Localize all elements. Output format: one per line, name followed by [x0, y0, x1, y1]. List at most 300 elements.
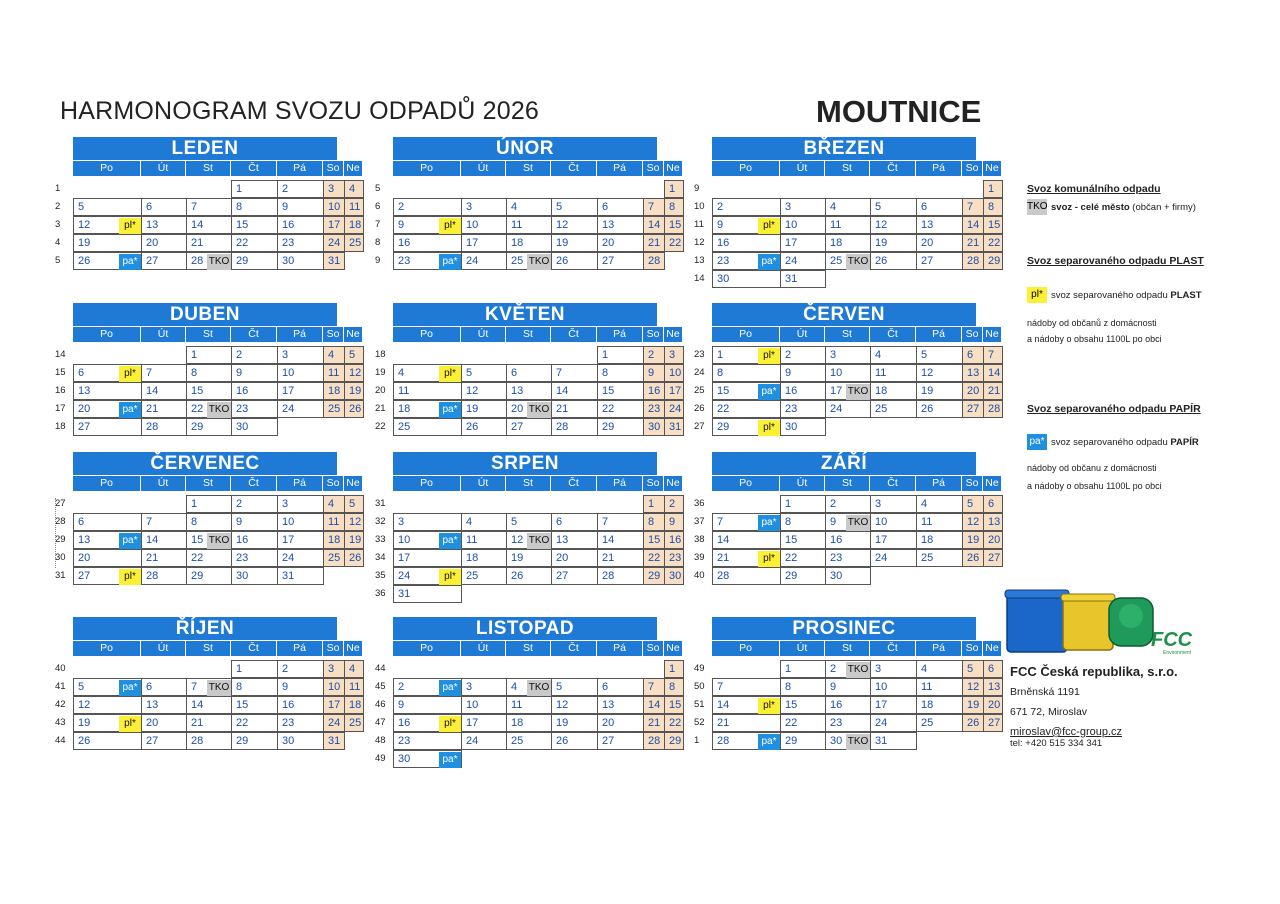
day-cell	[712, 270, 781, 288]
day-number: 19	[349, 385, 362, 397]
day-cell	[664, 180, 684, 198]
day-number: 25	[511, 255, 524, 267]
collection-tag-pa: pa*	[439, 680, 461, 696]
day-number: 8	[236, 201, 243, 213]
day-cell	[643, 495, 665, 513]
collection-tag-pa: pa*	[119, 533, 141, 549]
company-phone: tel: +420 515 334 341	[1010, 738, 1103, 749]
day-number: 23	[717, 255, 730, 267]
day-number: 7	[648, 681, 655, 693]
day-cell	[825, 549, 871, 567]
day-number: 30	[648, 421, 661, 433]
day-number: 17	[398, 552, 411, 564]
collection-tag-pa: pa*	[439, 402, 461, 418]
day-number: 8	[191, 367, 198, 379]
collection-tag-pl: pl*	[439, 218, 461, 234]
day-cell	[344, 660, 364, 678]
week-number: 49	[375, 753, 386, 764]
day-header: Út	[141, 641, 186, 656]
day-cell	[323, 216, 345, 234]
legend-pl-line2: a nádoby o obsahu 1100L po obci	[1027, 334, 1162, 344]
day-cell	[551, 678, 598, 696]
month-name: KVĚTEN	[393, 303, 657, 326]
day-number: 11	[830, 219, 842, 231]
day-number: 16	[717, 237, 730, 249]
day-header: Po	[73, 327, 141, 342]
legend-pl-line1: nádoby od občanů z domácnosti	[1027, 318, 1157, 328]
day-cell	[983, 180, 1003, 198]
day-number: 4	[921, 498, 928, 510]
day-number: 14	[602, 534, 615, 546]
day-cell	[344, 549, 364, 567]
day-number: 27	[78, 421, 91, 433]
day-header: Ne	[983, 641, 1002, 656]
day-cell	[506, 732, 552, 750]
day-cell	[461, 714, 507, 732]
day-number: 15	[602, 385, 615, 397]
day-cell	[186, 714, 232, 732]
day-number: 30	[830, 570, 843, 582]
day-cell	[825, 696, 871, 714]
day-cell	[870, 660, 917, 678]
day-number: 19	[921, 385, 934, 397]
day-number: 17	[328, 699, 341, 711]
day-number: 24	[282, 403, 295, 415]
week-number: 45	[375, 681, 386, 692]
day-cell	[643, 382, 665, 400]
day-cell	[393, 513, 462, 531]
legend-pa-swatch: pa*	[1027, 434, 1047, 450]
day-cell	[277, 549, 324, 567]
day-number: 18	[511, 237, 524, 249]
collection-tag-tko: TKO	[846, 734, 870, 750]
day-cell	[344, 198, 364, 216]
day-number: 13	[988, 681, 1001, 693]
day-number: 9	[785, 367, 792, 379]
day-number: 10	[830, 367, 843, 379]
day-cell	[870, 549, 917, 567]
day-cell	[277, 234, 324, 252]
day-cell	[461, 531, 507, 549]
day-cell	[643, 364, 665, 382]
day-header: So	[643, 476, 664, 491]
day-cell	[962, 364, 984, 382]
day-cell	[277, 660, 324, 678]
day-number: 26	[875, 255, 888, 267]
day-number: 11	[921, 516, 933, 528]
week-number: 28	[55, 516, 66, 527]
day-number: 9	[236, 516, 243, 528]
day-cell	[962, 660, 984, 678]
day-header: Pá	[916, 476, 962, 491]
day-cell	[597, 513, 644, 531]
day-header: Po	[73, 476, 141, 491]
day-cell	[870, 252, 917, 270]
day-cell	[393, 732, 462, 750]
day-cell	[962, 678, 984, 696]
day-number: 20	[921, 237, 934, 249]
day-cell	[962, 400, 984, 418]
day-number: 26	[921, 403, 934, 415]
collection-tag-tko: TKO	[846, 662, 870, 678]
week-number: 46	[375, 699, 386, 710]
day-number: 25	[830, 255, 843, 267]
legend-pa-line2: a nádoby o obsahu 1100L po obci	[1027, 481, 1162, 491]
day-cell	[780, 513, 826, 531]
legend-pa-line1: nádoby od občanu z domácnosti	[1027, 463, 1157, 473]
town-name: MOUTNICE	[816, 94, 982, 129]
day-cell	[506, 714, 552, 732]
day-header: St	[186, 161, 231, 176]
day-cell	[461, 252, 507, 270]
day-cell	[712, 234, 781, 252]
day-cell	[231, 714, 278, 732]
day-number: 31	[282, 570, 295, 582]
day-header: Ne	[664, 161, 683, 176]
week-number: 25	[694, 385, 705, 396]
day-number: 13	[602, 699, 615, 711]
day-cell	[643, 678, 665, 696]
day-cell	[664, 346, 684, 364]
day-cell	[780, 549, 826, 567]
day-number: 15	[669, 219, 682, 231]
day-header: Pá	[916, 161, 962, 176]
day-number: 4	[830, 201, 837, 213]
day-cell	[323, 714, 345, 732]
day-cell	[643, 234, 665, 252]
day-cell	[597, 346, 644, 364]
day-header: St	[506, 327, 551, 342]
day-number: 7	[602, 516, 609, 528]
day-cell	[712, 346, 781, 364]
day-number: 23	[398, 255, 411, 267]
day-number: 29	[988, 255, 1001, 267]
week-number: 7	[375, 219, 381, 230]
day-header: Ne	[983, 327, 1002, 342]
day-number: 21	[602, 552, 615, 564]
day-number: 22	[191, 403, 204, 415]
day-cell	[551, 531, 598, 549]
day-header: Pá	[597, 161, 643, 176]
day-number: 23	[236, 403, 249, 415]
day-number: 28	[967, 255, 980, 267]
day-cell	[962, 696, 984, 714]
day-number: 11	[349, 201, 361, 213]
day-cell	[551, 198, 598, 216]
day-cell	[344, 495, 364, 513]
week-number: 52	[694, 717, 705, 728]
day-number: 16	[236, 385, 249, 397]
day-cell	[916, 198, 963, 216]
day-number: 29	[785, 570, 798, 582]
day-number: 12	[556, 219, 569, 231]
week-number: 10	[694, 201, 705, 212]
day-number: 20	[602, 717, 615, 729]
day-cell	[825, 660, 871, 678]
collection-tag-pa: pa*	[119, 402, 141, 418]
day-number: 11	[349, 681, 361, 693]
day-number: 31	[785, 273, 798, 285]
day-cell	[141, 531, 187, 549]
day-number: 5	[78, 681, 85, 693]
day-number: 1	[669, 183, 676, 195]
day-number: 13	[602, 219, 615, 231]
week-number: 9	[694, 183, 700, 194]
day-number: 4	[921, 663, 928, 675]
week-number: 48	[375, 735, 386, 746]
collection-tag-tko: TKO	[846, 515, 870, 531]
day-number: 8	[191, 516, 198, 528]
day-number: 16	[398, 237, 411, 249]
day-number: 24	[466, 255, 479, 267]
day-cell	[825, 198, 871, 216]
day-number: 29	[236, 735, 249, 747]
day-cell	[983, 660, 1003, 678]
day-header: Út	[780, 476, 825, 491]
day-number: 7	[988, 349, 995, 361]
day-cell	[277, 180, 324, 198]
week-number: 41	[55, 681, 66, 692]
day-cell	[664, 678, 684, 696]
day-cell	[643, 549, 665, 567]
week-number: 16	[55, 385, 66, 396]
day-cell	[73, 531, 142, 549]
day-cell	[393, 252, 462, 270]
day-cell	[344, 364, 364, 382]
month-name: LEDEN	[73, 137, 337, 160]
day-number: 22	[988, 237, 1001, 249]
day-number: 20	[146, 717, 159, 729]
day-header: Po	[393, 641, 461, 656]
day-number: 17	[328, 219, 341, 231]
day-cell	[323, 198, 345, 216]
day-number: 10	[398, 534, 411, 546]
day-number: 2	[717, 201, 724, 213]
day-cell	[141, 732, 187, 750]
week-number: 2	[55, 201, 61, 212]
day-number: 13	[511, 385, 524, 397]
day-cell	[712, 252, 781, 270]
day-number: 28	[146, 421, 159, 433]
day-header: Čt	[551, 161, 597, 176]
day-number: 4	[466, 516, 473, 528]
day-cell	[643, 567, 665, 585]
day-number: 17	[875, 699, 888, 711]
day-cell	[870, 513, 917, 531]
day-number: 26	[78, 735, 91, 747]
week-number: 18	[375, 349, 386, 360]
week-number: 14	[55, 349, 66, 360]
day-number: 25	[921, 717, 934, 729]
collection-tag-pl: pl*	[439, 569, 461, 585]
day-cell	[780, 346, 826, 364]
day-number: 13	[146, 699, 159, 711]
day-cell	[73, 400, 142, 418]
day-number: 19	[466, 403, 479, 415]
day-number: 6	[78, 367, 85, 379]
day-cell	[73, 732, 142, 750]
day-number: 1	[191, 498, 198, 510]
day-number: 3	[328, 183, 335, 195]
week-number: 1	[55, 183, 61, 194]
collection-tag-pa: pa*	[119, 680, 141, 696]
day-number: 23	[282, 237, 295, 249]
day-number: 24	[282, 552, 295, 564]
day-cell	[186, 418, 232, 436]
day-number: 5	[78, 201, 85, 213]
day-cell	[825, 346, 871, 364]
day-number: 22	[191, 552, 204, 564]
day-number: 16	[236, 534, 249, 546]
day-cell	[664, 495, 684, 513]
day-header: Po	[393, 327, 461, 342]
week-number: 31	[375, 498, 386, 509]
day-number: 6	[988, 498, 995, 510]
day-cell	[962, 495, 984, 513]
day-cell	[643, 714, 665, 732]
day-number: 7	[717, 516, 724, 528]
week-number: 23	[694, 349, 705, 360]
collection-tag-tko: TKO	[207, 680, 231, 696]
day-cell	[664, 418, 684, 436]
day-number: 28	[191, 735, 204, 747]
day-number: 1	[191, 349, 198, 361]
day-header: Ne	[664, 476, 683, 491]
day-number: 28	[988, 403, 1001, 415]
day-number: 24	[328, 717, 341, 729]
day-cell	[393, 400, 462, 418]
day-number: 4	[328, 349, 335, 361]
day-header: So	[323, 476, 344, 491]
day-cell	[277, 714, 324, 732]
day-cell	[506, 198, 552, 216]
day-number: 16	[648, 385, 661, 397]
legend-pa-desc-bold: PAPÍR	[1170, 437, 1199, 448]
day-cell	[231, 382, 278, 400]
day-cell	[277, 216, 324, 234]
day-cell	[916, 216, 963, 234]
week-number: 21	[375, 403, 386, 414]
day-number: 21	[988, 385, 1001, 397]
day-number: 5	[967, 663, 974, 675]
day-number: 5	[511, 516, 518, 528]
collection-tag-pl: pl*	[758, 218, 780, 234]
day-number: 2	[648, 349, 655, 361]
day-number: 21	[191, 237, 204, 249]
day-number: 30	[669, 570, 682, 582]
week-number: 50	[694, 681, 705, 692]
day-number: 4	[349, 663, 356, 675]
day-number: 17	[282, 385, 295, 397]
day-number: 2	[282, 663, 289, 675]
day-number: 3	[398, 516, 405, 528]
day-number: 10	[875, 516, 888, 528]
day-number: 14	[191, 699, 204, 711]
day-cell	[916, 495, 963, 513]
day-number: 29	[717, 421, 730, 433]
day-header: Po	[712, 476, 780, 491]
day-number: 12	[78, 219, 91, 231]
day-cell	[141, 513, 187, 531]
day-number: 29	[785, 735, 798, 747]
day-number: 10	[328, 201, 341, 213]
day-number: 23	[236, 552, 249, 564]
day-cell	[643, 513, 665, 531]
collection-tag-tko: TKO	[527, 680, 551, 696]
day-cell	[643, 346, 665, 364]
day-number: 29	[236, 255, 249, 267]
day-cell	[186, 696, 232, 714]
day-header: Út	[141, 327, 186, 342]
day-cell	[231, 198, 278, 216]
legend-papir-title: Svoz separovaného odpadu PAPÍR	[1027, 403, 1201, 415]
day-cell	[825, 513, 871, 531]
company-email-link[interactable]: miroslav@fcc-group.cz	[1010, 726, 1123, 738]
day-cell	[664, 660, 684, 678]
day-cell	[983, 696, 1003, 714]
day-number: 27	[602, 255, 615, 267]
day-number: 2	[282, 183, 289, 195]
week-number: 29	[55, 534, 66, 545]
day-number: 24	[875, 717, 888, 729]
day-cell	[870, 495, 917, 513]
day-number: 10	[466, 699, 479, 711]
day-cell	[597, 234, 644, 252]
day-cell	[141, 198, 187, 216]
week-number: 14	[694, 273, 705, 284]
day-cell	[186, 732, 232, 750]
day-cell	[825, 234, 871, 252]
week-number: 36	[375, 588, 386, 599]
day-header: So	[643, 327, 664, 342]
day-number: 24	[398, 570, 411, 582]
day-number: 8	[236, 681, 243, 693]
day-number: 2	[236, 498, 243, 510]
day-number: 30	[398, 753, 411, 765]
legend-tko-swatch: TKO	[1027, 199, 1047, 215]
day-number: 9	[648, 367, 655, 379]
day-cell	[461, 513, 507, 531]
day-number: 14	[967, 219, 980, 231]
day-header: St	[825, 161, 870, 176]
day-cell	[231, 216, 278, 234]
day-number: 3	[466, 201, 473, 213]
day-cell	[825, 252, 871, 270]
legend-pl-swatch: pl*	[1027, 287, 1047, 303]
day-number: 8	[785, 516, 792, 528]
day-number: 8	[717, 367, 724, 379]
collection-tag-tko: TKO	[846, 384, 870, 400]
day-number: 16	[282, 219, 295, 231]
day-cell	[825, 216, 871, 234]
day-number: 31	[328, 255, 341, 267]
day-number: 14	[556, 385, 569, 397]
day-cell	[551, 513, 598, 531]
day-cell	[916, 531, 963, 549]
day-cell	[712, 198, 781, 216]
day-cell	[983, 714, 1003, 732]
week-number: 3	[55, 219, 61, 230]
day-cell	[643, 531, 665, 549]
day-number: 16	[282, 699, 295, 711]
day-header: St	[825, 476, 870, 491]
day-header: Po	[712, 641, 780, 656]
day-number: 1	[236, 663, 243, 675]
day-cell	[344, 346, 364, 364]
day-number: 25	[328, 552, 341, 564]
day-cell	[825, 400, 871, 418]
day-number: 20	[967, 385, 980, 397]
